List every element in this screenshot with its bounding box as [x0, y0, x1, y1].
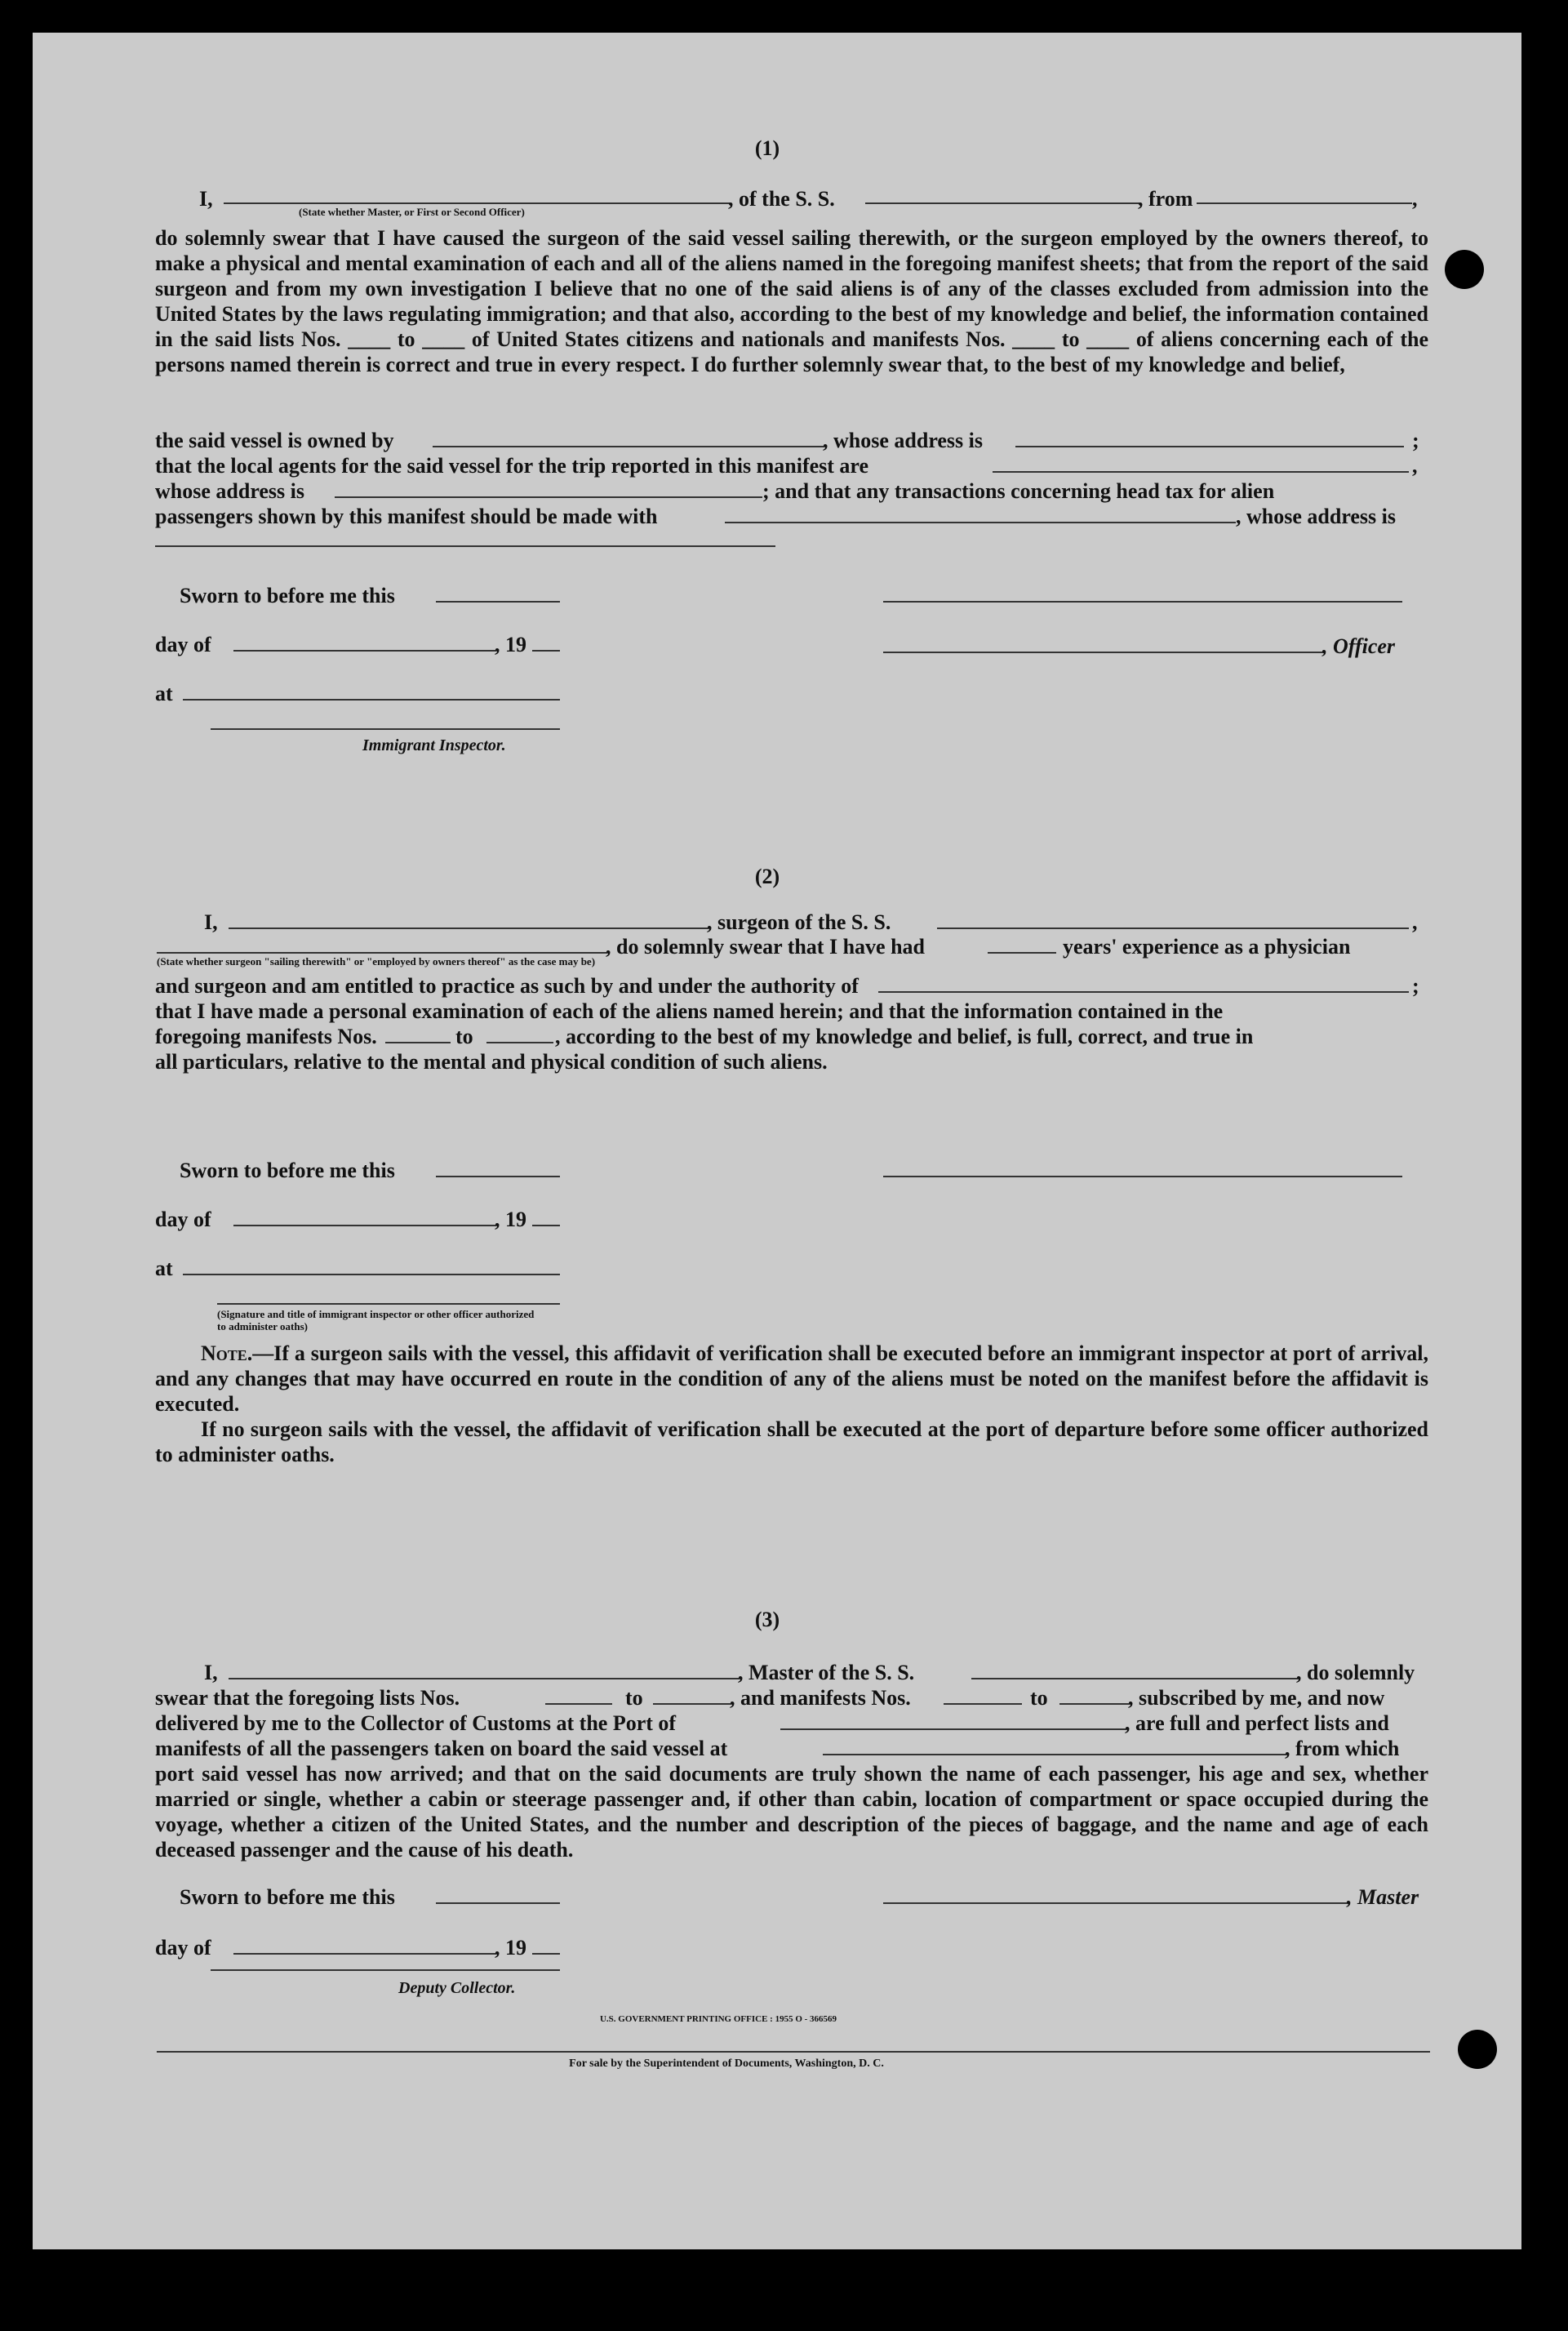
lists-from-line[interactable]: [545, 1703, 612, 1705]
printing-office-imprint: U.S. GOVERNMENT PRINTING OFFICE : 1955 O - 366569: [599, 2014, 837, 2024]
whose-address-is-label: whose address is: [155, 479, 305, 503]
foregoing-label: foregoing manifests Nos.: [155, 1025, 377, 1048]
day-of-label-3: day of: [155, 1936, 211, 1960]
section3-master-line[interactable]: [229, 1678, 740, 1679]
semicolon-2: ;: [1412, 974, 1419, 998]
year-line-3[interactable]: [532, 1953, 560, 1955]
at-label-1: at: [155, 682, 173, 705]
whose-address-end-label: , whose address is: [1236, 505, 1397, 528]
section-1-number: (1): [754, 136, 780, 160]
year-line-2[interactable]: [532, 1225, 560, 1226]
years-line[interactable]: [988, 952, 1056, 954]
master-of-label: , Master of the S. S.: [738, 1661, 915, 1684]
manifests-all-label: manifests of all the passengers taken on board the said vessel at: [155, 1737, 728, 1760]
authority-line[interactable]: [878, 991, 1409, 993]
officer-caption: , Officer: [1322, 634, 1396, 658]
port-line[interactable]: [780, 1728, 1126, 1730]
inspector-signature-line[interactable]: [211, 728, 560, 730]
do-solemnly-label: , do solemnly: [1296, 1661, 1415, 1684]
head-tax-label: ; and that any transactions concerning head tax for alien: [762, 479, 1275, 503]
comma: ,: [1412, 187, 1418, 211]
section-2-number: (2): [754, 865, 780, 888]
years-experience-label: years' experience as a physician: [1063, 935, 1351, 959]
semicolon: ;: [1412, 429, 1419, 452]
manifests-from-line[interactable]: [944, 1703, 1022, 1705]
master-signature-line[interactable]: [883, 1902, 1348, 1904]
year-line-1[interactable]: [532, 650, 560, 652]
from-label: , from: [1138, 187, 1193, 211]
comma-3: ,: [1412, 910, 1418, 934]
manifest-to-line[interactable]: [486, 1042, 553, 1043]
manifest-from-line[interactable]: [385, 1042, 451, 1043]
at-line-1[interactable]: [183, 699, 560, 701]
day-of-label-1: day of: [155, 633, 211, 656]
surgeon-vessel-line[interactable]: [937, 928, 1409, 929]
foregoing-to-label: to: [455, 1025, 473, 1048]
examination-label: that I have made a personal examination of each of the aliens named herein; and that the information contained in the: [155, 999, 1224, 1023]
punch-hole-top: [1445, 250, 1484, 289]
form-page: [33, 33, 1521, 2249]
comma-2: ,: [1412, 454, 1418, 478]
officer-oath-caption: (Signature and title of immigrant inspector or other officer authorized to administer oaths): [217, 1308, 535, 1332]
year-label-3: , 19: [495, 1936, 526, 1960]
owned-by-label: the said vessel is owned by: [155, 429, 394, 452]
authority-label: and surgeon and am entitled to practice as such by and under the authority of: [155, 974, 859, 998]
section-1-paragraph: do solemnly swear that I have caused the surgeon of the said vessel sailing therewith, or the surgeon employed by the owners thereof, to make a physical and mental examination of each and all of the aliens named in the foregoing manifest sheets; that from the report of the said surgeon and from my own investigation I believe that no one of the said aliens is of any of the classes excluded from admission into the United States by the laws regulating immigration; and that also, according to the best of my knowledge and belief, the information contained in the said lists Nos. ____ to ____ of United States citizens and nationals and manifests Nos. ____ to ____ of aliens concerning each of the persons named therein is correct and true in every respect. I do further solemnly swear that, to the best of my knowledge and belief,: [155, 226, 1428, 376]
master-name-caption: (State whether Master, or First or Second Officer): [299, 206, 525, 218]
surgeon-status-line[interactable]: [157, 952, 607, 954]
for-sale-notice: For sale by the Superintendent of Documents, Washington, D. C.: [569, 2057, 884, 2070]
subscribed-label: , subscribed by me, and now: [1128, 1686, 1385, 1710]
year-label-2: , 19: [495, 1208, 526, 1231]
manifests-to-line[interactable]: [1059, 1703, 1130, 1705]
lists-to-line[interactable]: [653, 1703, 731, 1705]
day-of-label-2: day of: [155, 1208, 211, 1231]
note-paragraph-2: If no surgeon sails with the vessel, the affidavit of verification shall be executed at the port of departure before some officer authorized to administer oaths.: [155, 1417, 1428, 1466]
officer-signature-line-2[interactable]: [883, 652, 1324, 653]
sworn-day-line-2[interactable]: [436, 1176, 560, 1177]
sworn-label-3: Sworn to before me this: [180, 1885, 395, 1909]
vessel-name-line[interactable]: [865, 202, 1139, 204]
delivered-label: delivered by me to the Collector of Customs at the Port of: [155, 1711, 677, 1735]
head-tax-party-line[interactable]: [725, 522, 1236, 523]
note-text: —If a surgeon sails with the vessel, this affidavit of verification shall be executed before an immigrant inspector at port of arrival, and any changes that may have occurred en route in the condition of any of the aliens must be noted on the manifest before the affidavit is executed.: [155, 1341, 1428, 1416]
and-manifests-label: , and manifests Nos.: [730, 1686, 911, 1710]
whose-address-label: , whose address is: [823, 429, 984, 452]
month-line-2[interactable]: [233, 1225, 496, 1226]
local-agents-line[interactable]: [993, 471, 1409, 473]
punch-hole-bottom: [1458, 2030, 1497, 2069]
of-ss-label: , of the S. S.: [728, 187, 835, 211]
master-caption: , Master: [1347, 1885, 1419, 1909]
particulars-label: all particulars, relative to the mental and physical condition of such aliens.: [155, 1050, 828, 1074]
year-label-1: , 19: [495, 633, 526, 656]
deputy-caption: Deputy Collector.: [398, 1979, 516, 1997]
section-3-i: I,: [204, 1661, 218, 1684]
swear-to-label: to: [625, 1686, 643, 1710]
note-label: Note.: [201, 1341, 253, 1365]
month-line-1[interactable]: [233, 650, 496, 652]
inspector-caption: Immigrant Inspector.: [362, 736, 506, 754]
month-line-3[interactable]: [233, 1953, 496, 1955]
from-port-line[interactable]: [1197, 202, 1412, 204]
solemnly-swear-label: , do solemnly swear that I have had: [606, 935, 926, 959]
footer-rule: [157, 2051, 1430, 2053]
master-name-line[interactable]: [224, 202, 730, 204]
sworn-label-2: Sworn to before me this: [180, 1159, 395, 1182]
owner-line[interactable]: [433, 446, 824, 447]
from-which-label: , from which: [1285, 1737, 1400, 1760]
deputy-signature-line[interactable]: [211, 1969, 560, 1971]
note-paragraph: [155, 1341, 1428, 1417]
passengers-label: passengers shown by this manifest should be made with: [155, 505, 658, 528]
section-2-i: I,: [204, 910, 218, 934]
surgeon-name-line[interactable]: [229, 928, 708, 929]
swear-lists-label: swear that the foregoing lists Nos.: [155, 1686, 460, 1710]
section-1-i: I,: [199, 187, 213, 211]
section-3-number: (3): [754, 1608, 780, 1631]
surgeon-of-label: , surgeon of the S. S.: [707, 910, 891, 934]
section-3-paragraph: port said vessel has now arrived; and that on the said documents are truly shown the name of each passenger, his age and sex, whether married or single, whether a cabin or steerage passenger and, if other than cabin, location of compartment or space occupied during the voyage, whether a citizen of the United States, and the number and description of the pieces of baggage, and the name and age of each deceased passenger and the cause of his death.: [155, 1762, 1428, 1862]
at-line-2[interactable]: [183, 1274, 560, 1275]
according-label: , according to the best of my knowledge and belief, is full, correct, and true in: [555, 1025, 1254, 1048]
agents-address-line[interactable]: [335, 496, 762, 498]
sworn-day-line-1[interactable]: [436, 601, 560, 603]
full-perfect-label: , are full and perfect lists and: [1125, 1711, 1389, 1735]
boarded-at-line[interactable]: [823, 1754, 1286, 1755]
officer-oath-signature-line[interactable]: [217, 1303, 560, 1305]
section3-vessel-line[interactable]: [971, 1678, 1298, 1679]
surgeon-status-caption: (State whether surgeon "sailing therewith" or "employed by owners thereof" as the case may be): [157, 955, 596, 968]
local-agents-label: that the local agents for the said vessel for the trip reported in this manifest are: [155, 454, 869, 478]
head-tax-address-line[interactable]: [155, 545, 775, 547]
officer-signature-line-1[interactable]: [883, 601, 1402, 603]
at-label-2: at: [155, 1257, 173, 1280]
sworn-label-1: Sworn to before me this: [180, 584, 395, 607]
surgeon-signature-line[interactable]: [883, 1176, 1402, 1177]
owner-address-line[interactable]: [1015, 446, 1404, 447]
swear-to-label-2: to: [1030, 1686, 1048, 1710]
sworn-day-line-3[interactable]: [436, 1902, 560, 1904]
